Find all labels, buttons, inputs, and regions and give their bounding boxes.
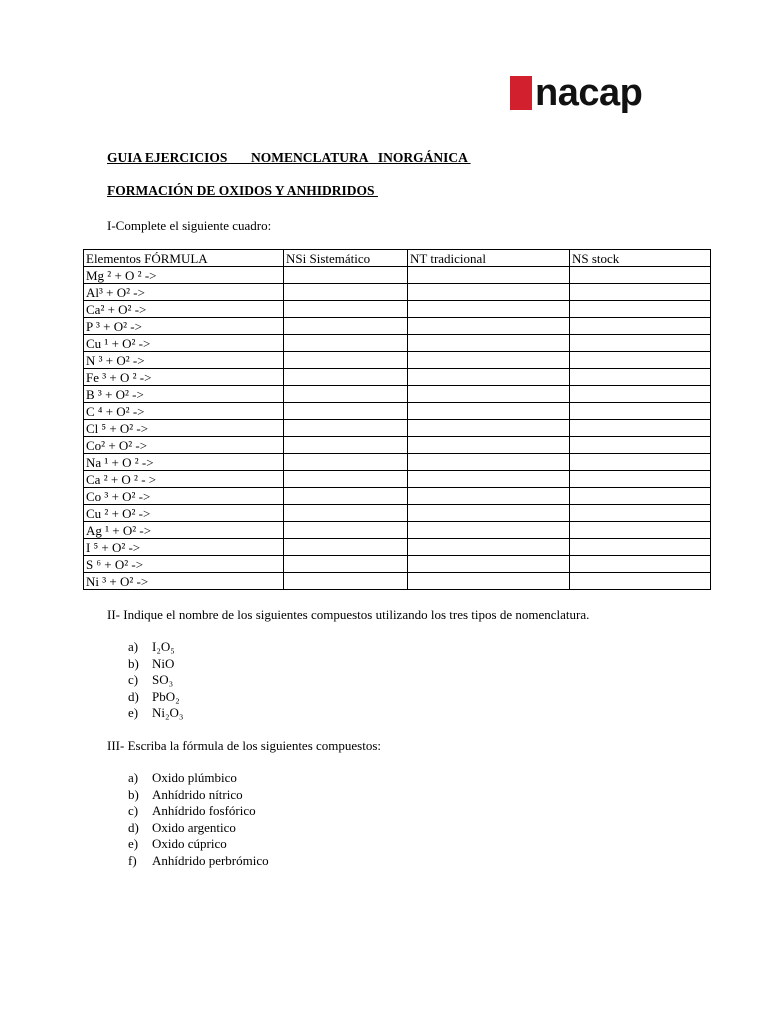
nsi-answer-cell[interactable] — [284, 284, 408, 301]
ns-answer-cell[interactable] — [570, 369, 711, 386]
list-item — [128, 672, 183, 689]
nsi-answer-cell[interactable] — [284, 471, 408, 488]
list-item — [128, 853, 269, 870]
table-row — [84, 369, 711, 386]
table-row — [84, 335, 711, 352]
element-reaction-cell: I ⁵ + O² -> — [84, 539, 284, 556]
nt-answer-cell[interactable] — [408, 505, 570, 522]
nt-answer-cell[interactable] — [408, 335, 570, 352]
section2-instruction: II- Indique el nombre de los siguientes compuestos utilizando los tres tipos de nomenclatura. — [107, 607, 590, 622]
list-marker: b) — [128, 786, 139, 802]
nt-answer-cell[interactable] — [408, 369, 570, 386]
compound-list — [128, 639, 183, 722]
nt-answer-cell[interactable] — [408, 301, 570, 318]
element-reaction-cell: Co ³ + O² -> — [84, 488, 284, 505]
list-text: I₂O₅ — [152, 639, 175, 654]
list-item — [128, 770, 269, 787]
nt-answer-cell[interactable] — [408, 284, 570, 301]
table-row — [84, 403, 711, 420]
nsi-answer-cell[interactable] — [284, 522, 408, 539]
ns-answer-cell[interactable] — [570, 284, 711, 301]
table-row — [84, 318, 711, 335]
section1-instruction: I-Complete el siguiente cuadro: — [107, 218, 272, 233]
section3-instruction: III- Escriba la fórmula de los siguientes compuestos: — [107, 738, 382, 753]
ns-answer-cell[interactable] — [570, 556, 711, 573]
list-text: Oxido plúmbico — [152, 770, 237, 785]
col-header-nsi: NSi Sistemático — [284, 250, 408, 267]
ns-answer-cell[interactable] — [570, 301, 711, 318]
ns-answer-cell[interactable] — [570, 386, 711, 403]
nt-answer-cell[interactable] — [408, 556, 570, 573]
col-header-nt: NT tradicional — [408, 250, 570, 267]
nt-answer-cell[interactable] — [408, 386, 570, 403]
ns-answer-cell[interactable] — [570, 471, 711, 488]
element-reaction-cell: C ⁴ + O² -> — [84, 403, 284, 420]
table-row — [84, 267, 711, 284]
inacap-logo — [510, 72, 643, 114]
ns-answer-cell[interactable] — [570, 522, 711, 539]
table-row — [84, 437, 711, 454]
nsi-answer-cell[interactable] — [284, 573, 408, 590]
logo-mark — [510, 76, 532, 110]
list-text: Anhídrido nítrico — [152, 786, 243, 802]
list-marker: c) — [128, 803, 139, 818]
table-row — [84, 471, 711, 488]
ns-answer-cell[interactable] — [570, 352, 711, 369]
element-reaction-cell: Mg ² + O ² -> — [84, 267, 284, 284]
nsi-answer-cell[interactable] — [284, 352, 408, 369]
list-item — [128, 639, 183, 656]
element-reaction-cell: Cl ⁵ + O² -> — [84, 420, 284, 437]
list-text: NiO — [152, 655, 175, 671]
ns-answer-cell[interactable] — [570, 488, 711, 505]
logo-wordmark: nacap — [535, 72, 643, 114]
table-row — [84, 454, 711, 471]
nt-answer-cell[interactable] — [408, 471, 570, 488]
list-text: Oxido cúprico — [152, 836, 227, 851]
table-row — [84, 284, 711, 301]
page-title: GUIA EJERCICIOS NOMENCLATURA INORGÁNICA — [107, 150, 471, 165]
element-reaction-cell: P ³ + O² -> — [84, 318, 284, 335]
nsi-answer-cell[interactable] — [284, 488, 408, 505]
table-row — [84, 352, 711, 369]
table-row — [84, 573, 711, 590]
ns-answer-cell[interactable] — [570, 420, 711, 437]
nsi-answer-cell[interactable] — [284, 318, 408, 335]
table-row — [84, 539, 711, 556]
element-reaction-cell: Ag ¹ + O² -> — [84, 522, 284, 539]
ns-answer-cell[interactable] — [570, 335, 711, 352]
nsi-answer-cell[interactable] — [284, 539, 408, 556]
element-reaction-cell: Ca² + O² -> — [84, 301, 284, 318]
list-item — [128, 836, 269, 853]
nsi-answer-cell[interactable] — [284, 437, 408, 454]
nt-answer-cell[interactable] — [408, 539, 570, 556]
element-reaction-cell: Al³ + O² -> — [84, 284, 284, 301]
list-marker: d) — [128, 688, 139, 704]
nsi-answer-cell[interactable] — [284, 454, 408, 471]
nt-answer-cell[interactable] — [408, 403, 570, 420]
ns-answer-cell[interactable] — [570, 267, 711, 284]
table-row — [84, 386, 711, 403]
list-marker: d) — [128, 819, 139, 835]
ns-answer-cell[interactable] — [570, 505, 711, 522]
table-row — [84, 488, 711, 505]
element-reaction-cell: N ³ + O² -> — [84, 352, 284, 369]
nsi-answer-cell[interactable] — [284, 386, 408, 403]
nsi-answer-cell[interactable] — [284, 369, 408, 386]
list-marker: a) — [128, 770, 139, 785]
ns-answer-cell[interactable] — [570, 539, 711, 556]
ns-answer-cell[interactable] — [570, 318, 711, 335]
nsi-answer-cell[interactable] — [284, 505, 408, 522]
list-item — [128, 820, 269, 837]
list-text: Ni₂O₃ — [152, 705, 184, 720]
element-reaction-cell: Cu ¹ + O² -> — [84, 335, 284, 352]
list-item — [128, 689, 183, 706]
nt-answer-cell[interactable] — [408, 267, 570, 284]
table-row — [84, 522, 711, 539]
nt-answer-cell[interactable] — [408, 488, 570, 505]
col-header-ns: NS stock — [570, 250, 711, 267]
list-marker: f) — [128, 852, 137, 868]
list-item — [128, 705, 183, 722]
element-reaction-cell: B ³ + O² -> — [84, 386, 284, 403]
element-reaction-cell: Ca ² + O ² - > — [84, 471, 284, 488]
list-text: Oxido argentico — [152, 819, 236, 835]
element-reaction-cell: Na ¹ + O ² -> — [84, 454, 284, 471]
table-row — [84, 505, 711, 522]
list-item — [128, 787, 269, 804]
list-item — [128, 803, 269, 820]
ns-answer-cell[interactable] — [570, 454, 711, 471]
table-row — [84, 420, 711, 437]
nt-answer-cell[interactable] — [408, 352, 570, 369]
list-text: Anhídrido fosfórico — [152, 803, 256, 818]
element-reaction-cell: S ⁶ + O² -> — [84, 556, 284, 573]
list-text: SO₃ — [152, 672, 174, 687]
list-text: PbO₂ — [152, 688, 180, 704]
nt-answer-cell[interactable] — [408, 420, 570, 437]
ns-answer-cell[interactable] — [570, 437, 711, 454]
nsi-answer-cell[interactable] — [284, 420, 408, 437]
element-reaction-cell: Fe ³ + O ² -> — [84, 369, 284, 386]
table-row — [84, 556, 711, 573]
list-marker: b) — [128, 655, 139, 671]
ns-answer-cell[interactable] — [570, 573, 711, 590]
col-header-elementos: Elementos FÓRMULA — [84, 250, 284, 267]
table-row — [84, 301, 711, 318]
nsi-answer-cell[interactable] — [284, 335, 408, 352]
nsi-answer-cell[interactable] — [284, 301, 408, 318]
nsi-answer-cell[interactable] — [284, 556, 408, 573]
element-reaction-cell: Cu ² + O² -> — [84, 505, 284, 522]
nsi-answer-cell[interactable] — [284, 403, 408, 420]
list-marker: a) — [128, 639, 139, 654]
ns-answer-cell[interactable] — [570, 403, 711, 420]
nsi-answer-cell[interactable] — [284, 267, 408, 284]
name-list — [128, 770, 269, 869]
nt-answer-cell[interactable] — [408, 454, 570, 471]
element-reaction-cell: Ni ³ + O² -> — [84, 573, 284, 590]
nt-answer-cell[interactable] — [408, 437, 570, 454]
list-item — [128, 656, 183, 673]
list-text: Anhídrido perbrómico — [152, 852, 269, 868]
nt-answer-cell[interactable] — [408, 318, 570, 335]
list-marker: e) — [128, 836, 139, 851]
nt-answer-cell[interactable] — [408, 522, 570, 539]
nt-answer-cell[interactable] — [408, 573, 570, 590]
list-marker: c) — [128, 672, 139, 687]
table-header-row — [84, 250, 711, 267]
element-reaction-cell: Co² + O² -> — [84, 437, 284, 454]
list-marker: e) — [128, 705, 139, 720]
section-title: FORMACIÓN DE OXIDOS Y ANHIDRIDOS — [107, 183, 378, 198]
exercise-table — [83, 249, 711, 590]
